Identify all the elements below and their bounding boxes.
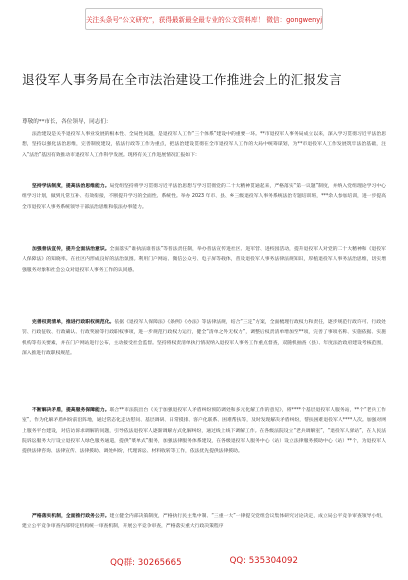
document-title: 退役军人事务局在全市法治建设工作推进会上的汇报发言 xyxy=(22,72,342,87)
paragraph-lead: 坚持学法制度，提高法治思维能力。 xyxy=(32,184,110,189)
paragraph: 坚持学法制度，提高法治思维能力。局党组坚持将学习贯彻习近平法治思想与学习贯彻党的二十大精神贯通起来，严格落实“第一议题”制度，并纳入党组理论学习中心组学习计划，做到凡常互补、有效衔接，不断提升学习的全面性、系统性。举办 2023 年市、县、乡三级退役军人事务系统法治专题培训班，***余人参加培训，进一步提高全市退役军人事务系统领导干部法治思维和依法办事能力。 xyxy=(22,184,386,210)
paragraph-lead: 加强普法宣传，提升全面法治意识。 xyxy=(32,247,110,252)
paragraph-lead: 完善权责清单，推进行政职权规范化。 xyxy=(32,320,115,325)
promo-banner: 关注头条号“公文研究”，获得最新最全最专业的公文资料库！ 微信：gongwenyj xyxy=(85,8,323,30)
salutation: 尊敬的**市长，各位领导，同志们： xyxy=(22,119,112,125)
footer xyxy=(0,556,408,568)
paragraph: 法治建设是关乎退役军人事业发展的根本性、全局性问题，是退役军人工作“三个体系”建设中的重要一环。**市退役军人事务局成立以来，深入学习贯彻习近平法治思想，坚持以强化法治思维，完善制度建设，依法行政等工作为重点，把法治建设贯彻在全市退役军人工作的大局中统筹谋划，为**市退役军人工作发展筑牢法治基础，注入“法治”基因有效推动市退役军人工作科学发展。现将有关工作进展情况汇报如下： xyxy=(22,132,386,158)
paragraph: 不断解决矛盾，提高服务保障能力。联合**市法院出台《关于加强退役军人矛盾纠纷预防调处和多元化解工作的意见》，将****个基层退役军人服务站，**个“老兵工作室”，作为化解矛盾纠纷前沿阵地，通过常态化走访慰问、基层调研、日常摸排、客户化联系、困难帮扶等，及时发现解决矛盾纠纷，帮扶困难退役军人****人次。加强对网上服务平台建设，对信访诉求调解的问题，引导依法退役军人逐渐调解方式化解纠纷，通过线上线下调解工作。在各级法院设立“老兵调解室”，“退役军人驿站”，在人民法院诉讼服务大厅设立退役军人绿色服务通道，提供“菜单式”服务，加强法律服务体系建设，在各级退役军人服务中心（站）设立法律服务援助中心（站）**个，为退役军人提供法律咨询、法律宣传、法律援助、调处纠纷，代理诉讼、材料收转等工作，依法优先提供法律援助。 xyxy=(22,408,386,455)
qq-group-text: QQ群: 30265665 xyxy=(110,558,182,568)
qq-text: QQ: 535304092 xyxy=(229,556,298,566)
paragraph-lead: 不断解决矛盾，提高服务保障能力。 xyxy=(32,408,110,413)
paragraph-lead: 严格落实机制，全面推行政务公开。 xyxy=(32,514,110,519)
paragraph: 严格落实机制，全面推行政务公开。建立健全内部决策制度，严格执行民主集中制、“三重一大”一律提交党组会议集体研究讨论决定，成立局公平竞争审查领导小组，建立公平竞争审查内部特定机构统一审查机制，开展公平竞争审查，严格落实重大行政决策程序 xyxy=(22,514,386,530)
paragraph: 加强普法宣传，提升全面法治意识。全面落实“谁执法谁普法”等普法责任制，举办普法宣传进社区、进军营、进校园活动，提升退役军人对党的二十大精神和《退役军人保障法》的知晓率。在社区内形成良好的法治氛围。利用门户网站、微信公众号、电子屏等载体，普及退役军人事务法律法规知识，厚植退役军人事务法治思维，切实增强服务对象和社会公众对退役军人事务工作的认同感。 xyxy=(22,247,386,273)
paragraph: 完善权责清单，推进行政职权规范化。依据《退役军人保障法》《条例》《办法》等法律法规，结合“三定”方案，全面梳理行政权力和责任，逐步规范行政许可、行政处罚、行政征收、行政确认、行政奖励等行政职权事项，进一步规范行政权力运行，健全“清单之外无权力”，调整后权责清单增加至**项，完善了事项名称、实施依据、实施机构等有关要素，并在门户网站进行公布，主动接受社会监督。坚持将权责清单执行情况纳入退役军人事务工作重点督查，双随机抽查（县）、年度法治政府建设考核范围，深入推进行政职权规范。 xyxy=(22,320,386,356)
